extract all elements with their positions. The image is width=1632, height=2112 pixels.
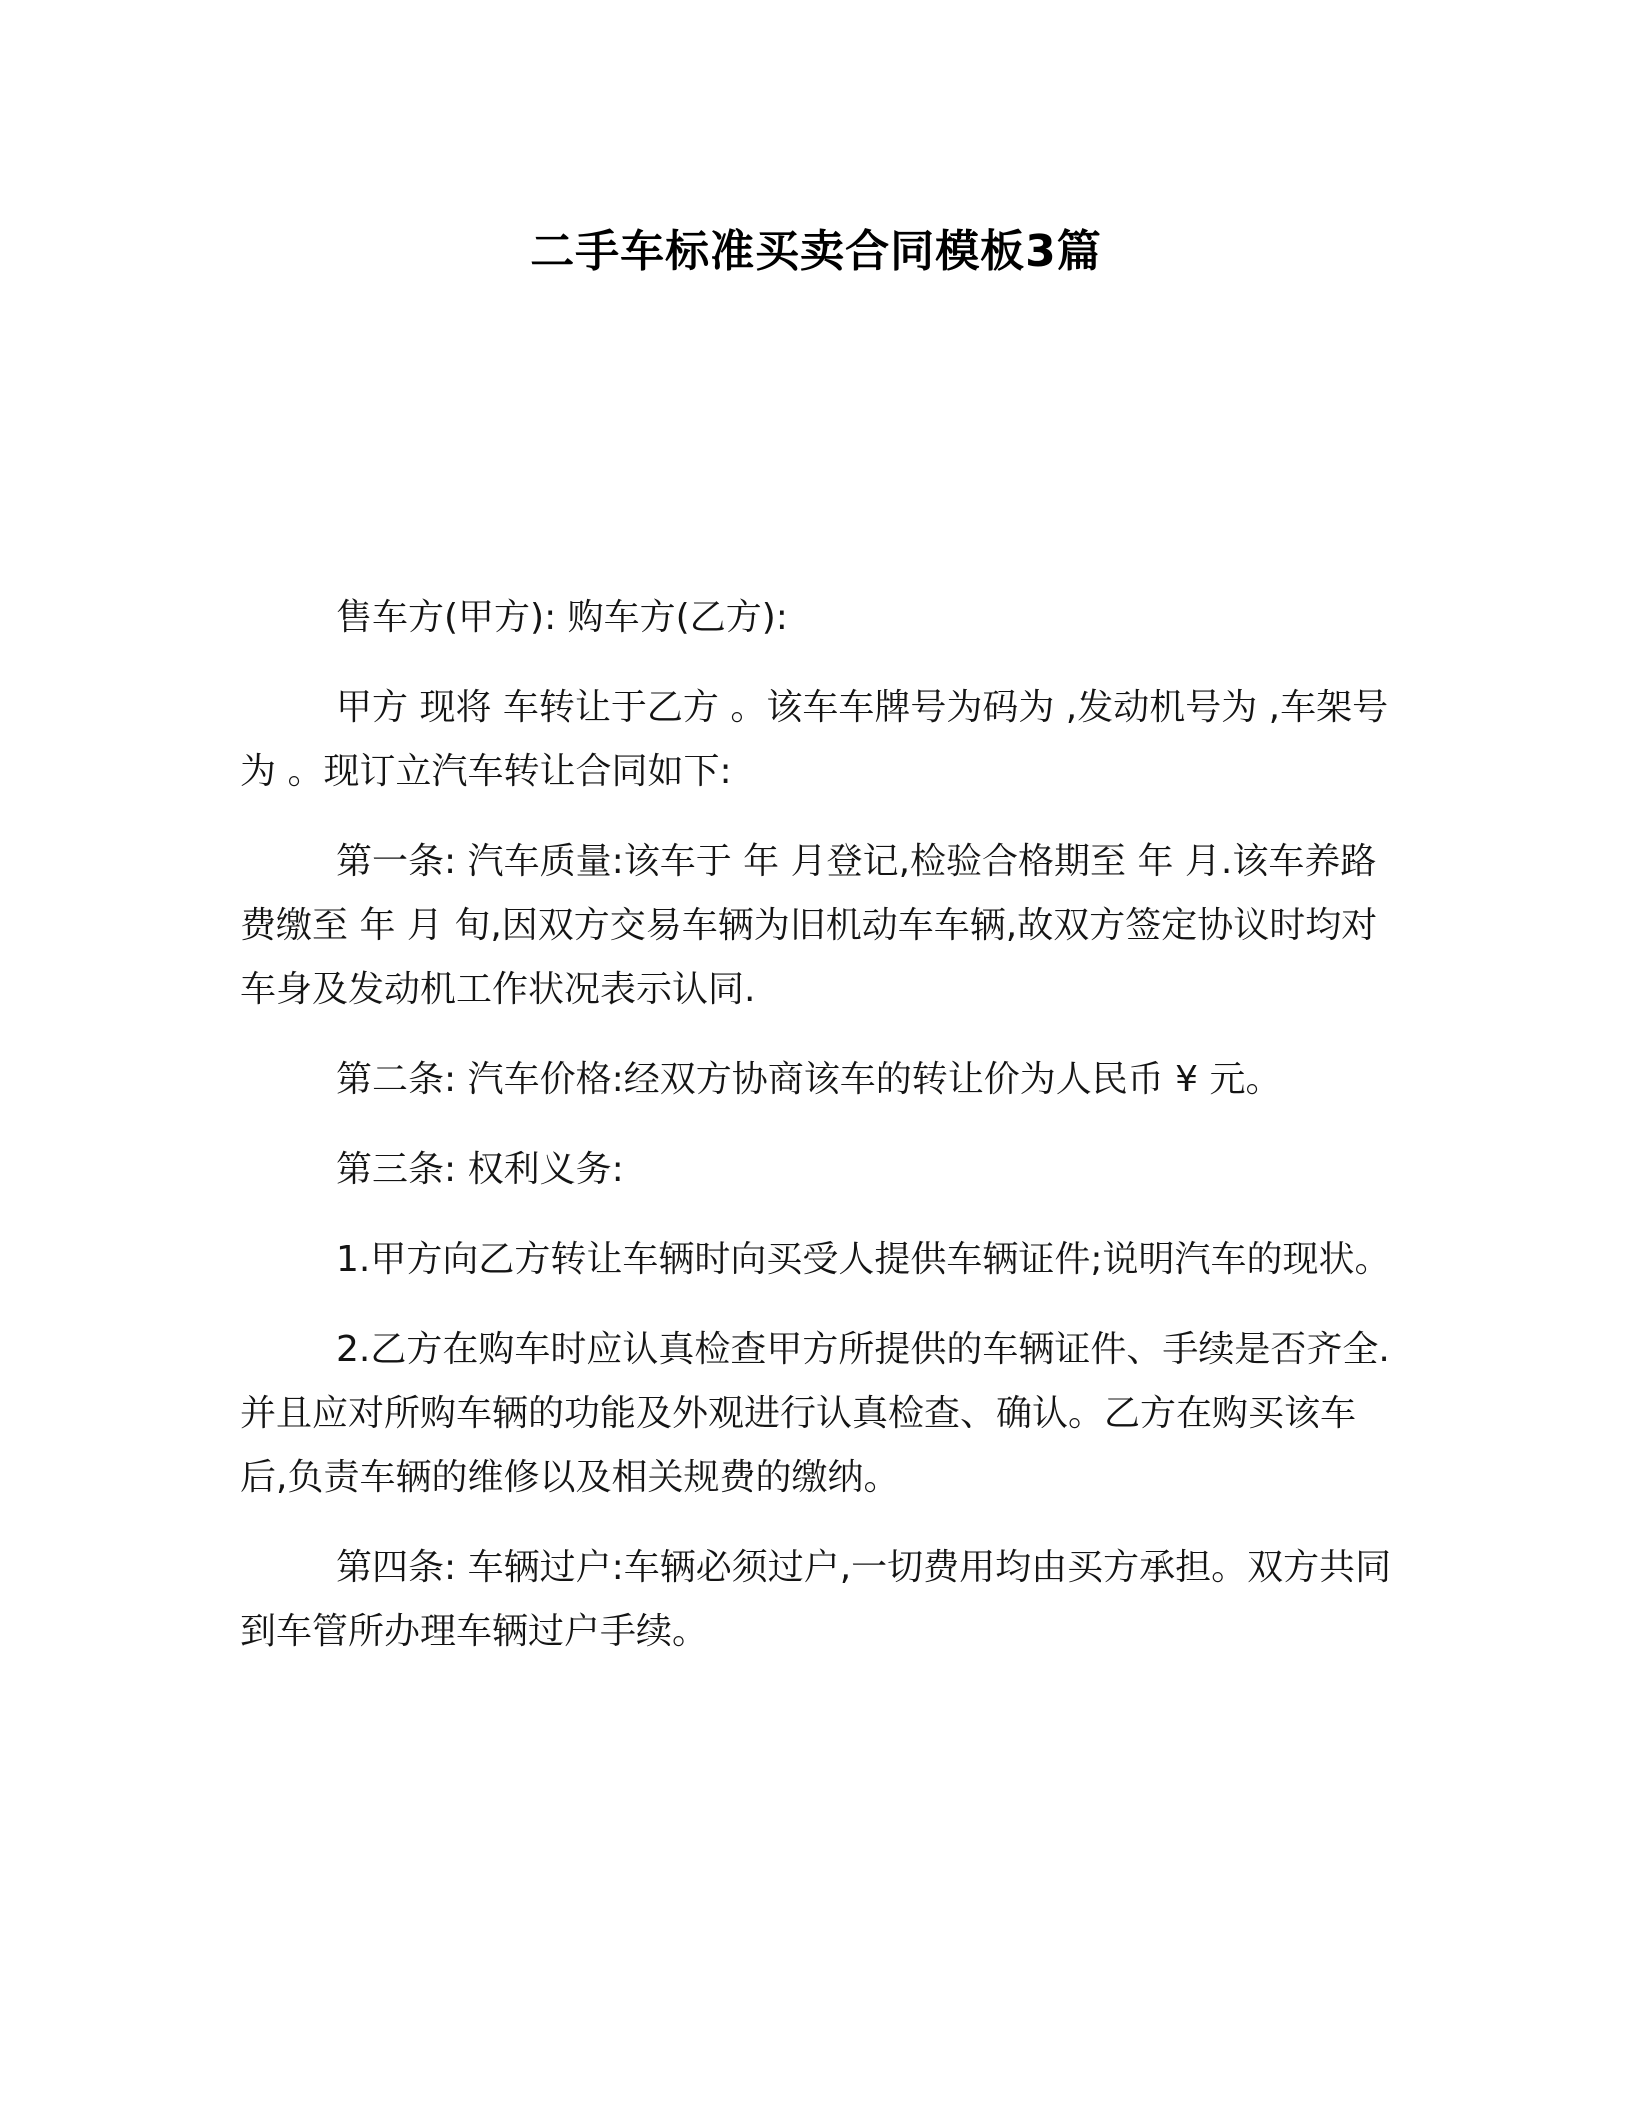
article-1-quality: 第一条: 汽车质量:该车于 年 月登记,检验合格期至 年 月.该车养路费缴至 年 月 旬,因双方交易车辆为旧机动车车辆,故双方签定协议时均对车身及发动机工作状况表示认同.	[240, 841, 1378, 1010]
document-title: 二手车标准买卖合同模板3篇	[530, 226, 1102, 277]
article-2-price: 第二条: 汽车价格:经双方协商该车的转让价为人民币 ¥ 元。	[336, 1059, 1282, 1100]
article-4-transfer: 第四条: 车辆过户:车辆必须过户,一切费用均由买方承担。双方共同到车管所办理车辆过户手续。	[240, 1547, 1392, 1652]
intro-paragraph: 甲方 现将 车转让于乙方 。该车车牌号为码为 ,发动机号为 ,车架号为 。现订立汽车转让合同如下:	[240, 687, 1389, 792]
article-3-item-1: 1.甲方向乙方转让车辆时向买受人提供车辆证件;说明汽车的现状。	[336, 1239, 1391, 1280]
document-body	[240, 586, 1400, 1690]
article-3-heading: 第三条: 权利义务:	[336, 1149, 624, 1190]
article-3-item-2: 2.乙方在购车时应认真检查甲方所提供的车辆证件、手续是否齐全.并且应对所购车辆的功能及外观进行认真检查、确认。乙方在购买该车后,负责车辆的维修以及相关规费的缴纳。	[240, 1329, 1390, 1498]
party-line: 售车方(甲方): 购车方(乙方):	[336, 597, 788, 638]
